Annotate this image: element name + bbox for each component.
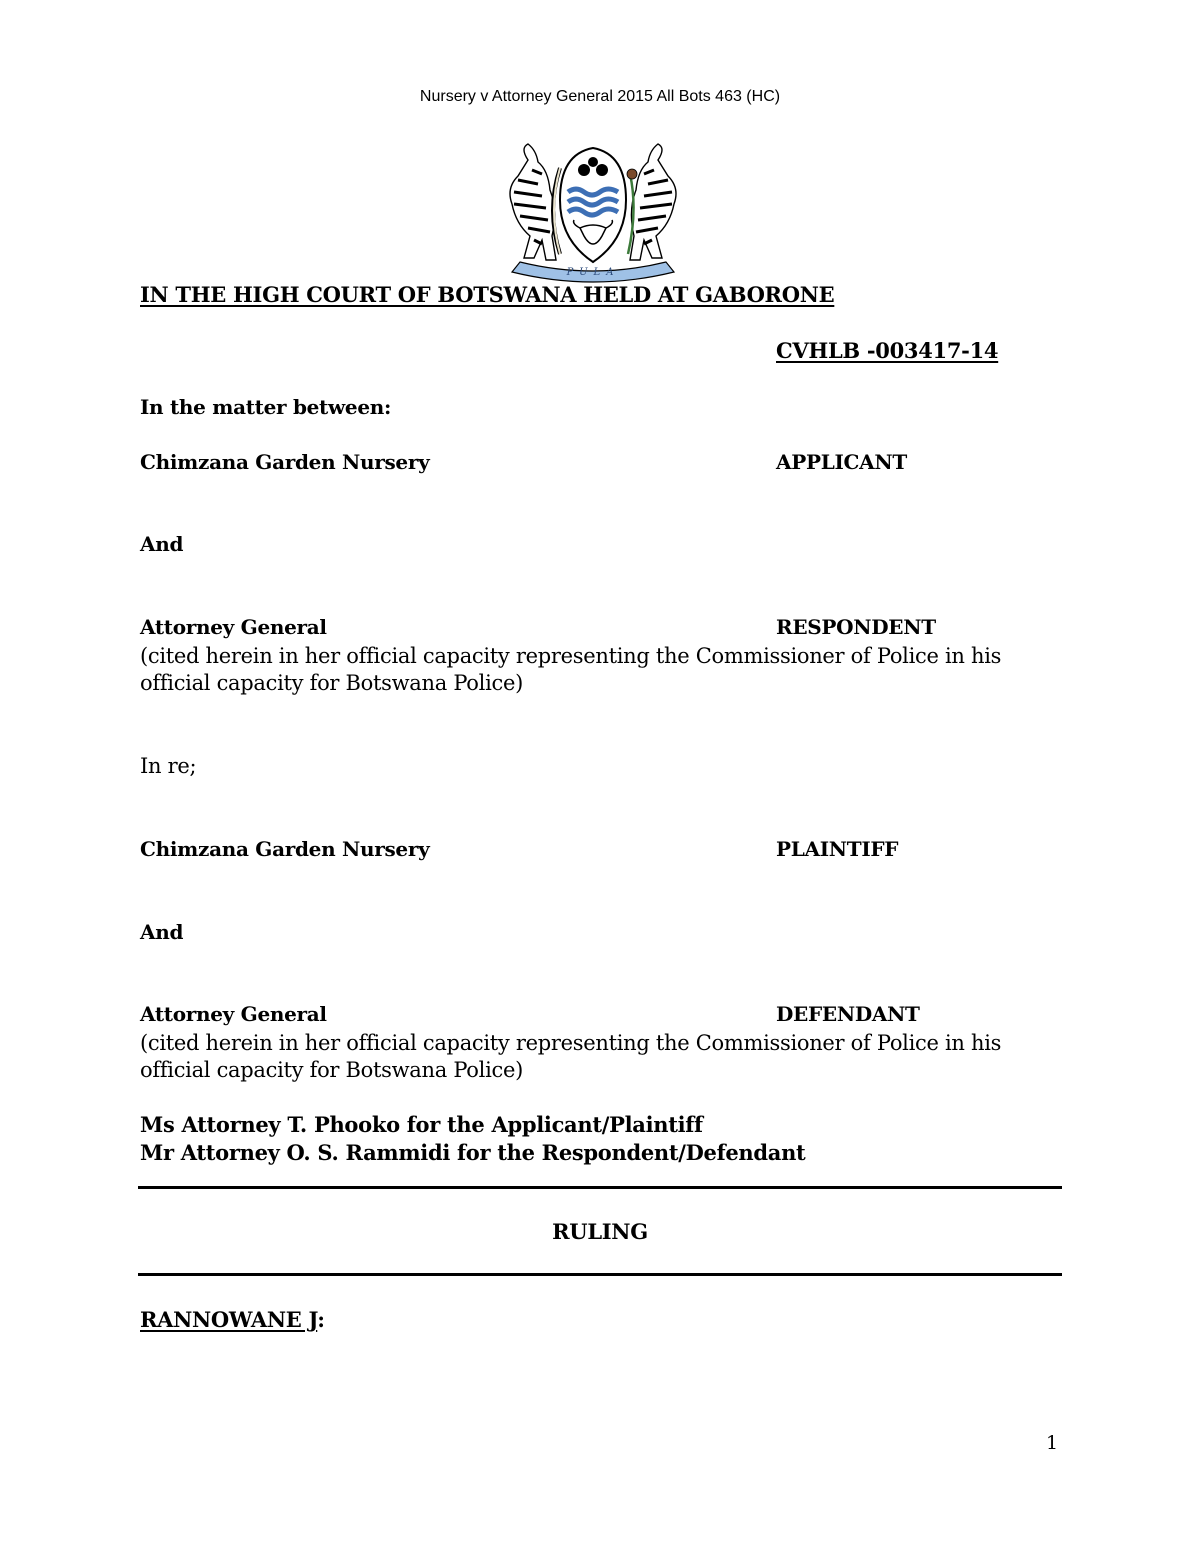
defendant-name: Attorney General [140, 1002, 327, 1026]
court-title: IN THE HIGH COURT OF BOTSWANA HELD AT GABORONE [140, 282, 835, 307]
defendant-note: (cited herein in her official capacity representing the Commissioner of Police in his official capacity for Botswana Police) [140, 1031, 1002, 1082]
svg-text:PULA: PULA [566, 267, 620, 278]
respondent-role: RESPONDENT [776, 615, 936, 639]
judge-colon: : [317, 1307, 325, 1332]
judge-heading [140, 1307, 325, 1332]
botswana-coat-of-arms [498, 140, 688, 284]
case-number: CVHLB -003417-14 [776, 338, 999, 363]
respondent-name: Attorney General [140, 615, 327, 639]
counsel-respondent: Mr Attorney O. S. Rammidi for the Respondent/Defendant [140, 1140, 806, 1165]
ruling-heading: RULING [552, 1219, 648, 1244]
running-header: Nursery v Attorney General 2015 All Bots 463 (HC) [419, 88, 781, 105]
divider-bottom [138, 1273, 1062, 1276]
divider-top [138, 1186, 1062, 1189]
page-number: 1 [1046, 1432, 1059, 1454]
and-label-2: And [140, 920, 184, 944]
judge-name: RANNOWANE J [140, 1307, 318, 1332]
in-re-label: In re; [140, 754, 197, 778]
respondent-note: (cited herein in her official capacity representing the Commissioner of Police in his official capacity for Botswana Police) [140, 644, 1002, 695]
plaintiff-name: Chimzana Garden Nursery [140, 837, 430, 861]
defendant-role: DEFENDANT [776, 1002, 920, 1026]
applicant-name: Chimzana Garden Nursery [140, 450, 430, 474]
counsel-applicant: Ms Attorney T. Phooko for the Applicant/Plaintiff [140, 1112, 703, 1137]
applicant-role: APPLICANT [776, 450, 907, 474]
matter-intro: In the matter between: [140, 395, 392, 419]
plaintiff-role: PLAINTIFF [776, 837, 899, 861]
and-label-1: And [140, 532, 184, 556]
